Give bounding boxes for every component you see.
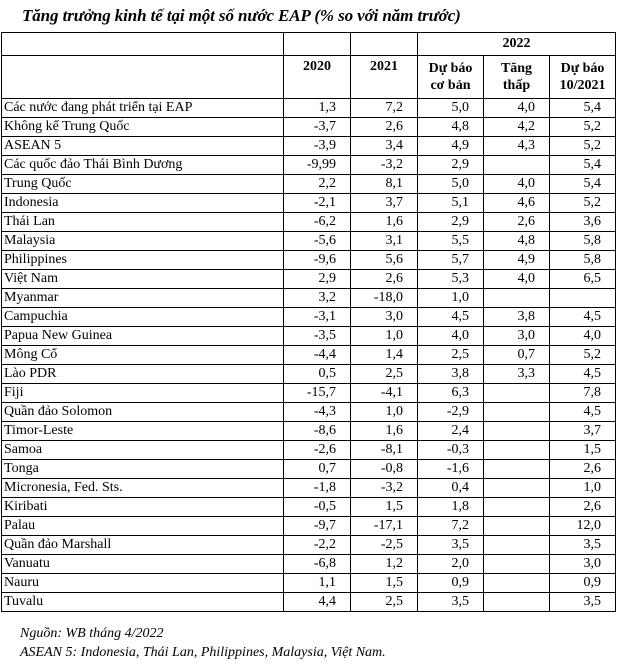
low-scenario-cell <box>484 460 550 479</box>
value-2021-cell: 1,0 <box>351 403 418 422</box>
value-2020-cell: -3,5 <box>284 327 351 346</box>
low-scenario-cell: 0,7 <box>484 346 550 365</box>
low-scenario-cell <box>484 593 550 612</box>
country-cell: Các quốc đảo Thái Bình Dương <box>2 156 284 175</box>
prev-forecast-cell: 4,5 <box>550 308 616 327</box>
prev-forecast-cell <box>550 289 616 308</box>
value-2020-cell: -9,7 <box>284 517 351 536</box>
value-2020-cell: -2,1 <box>284 194 351 213</box>
header-prev-line2: 10/2021 <box>559 78 606 93</box>
prev-forecast-cell: 3,7 <box>550 422 616 441</box>
header-prev-line1: Dự báo <box>560 61 605 76</box>
country-cell: Quần đảo Marshall <box>2 536 284 555</box>
low-scenario-cell: 4,6 <box>484 194 550 213</box>
prev-forecast-cell: 6,5 <box>550 270 616 289</box>
base-forecast-cell: 0,4 <box>418 479 484 498</box>
base-forecast-cell: 3,5 <box>418 593 484 612</box>
low-scenario-cell <box>484 555 550 574</box>
low-scenario-cell <box>484 384 550 403</box>
low-scenario-cell: 4,2 <box>484 118 550 137</box>
header-blank-2021 <box>351 33 418 56</box>
header-low-line2: thấp <box>502 78 531 93</box>
country-cell: Timor-Leste <box>2 422 284 441</box>
growth-table <box>1 32 616 612</box>
table-row <box>2 194 616 213</box>
header-blank <box>2 33 284 56</box>
header-2022: 2022 <box>418 33 616 56</box>
prev-forecast-cell: 1,0 <box>550 479 616 498</box>
value-2020-cell: -2,6 <box>284 441 351 460</box>
prev-forecast-cell: 4,5 <box>550 403 616 422</box>
country-cell: Fiji <box>2 384 284 403</box>
table-row <box>2 156 616 175</box>
value-2021-cell: 1,6 <box>351 213 418 232</box>
prev-forecast-cell: 3,5 <box>550 536 616 555</box>
value-2020-cell: 0,5 <box>284 365 351 384</box>
value-2021-cell: 1,2 <box>351 555 418 574</box>
value-2020-cell: -8,6 <box>284 422 351 441</box>
prev-forecast-cell: 5,4 <box>550 175 616 194</box>
value-2020-cell: -3,9 <box>284 137 351 156</box>
value-2021-cell: 2,5 <box>351 593 418 612</box>
header-country <box>2 56 284 99</box>
value-2021-cell: 2,5 <box>351 365 418 384</box>
value-2020-cell: -9,6 <box>284 251 351 270</box>
value-2021-cell: -4,1 <box>351 384 418 403</box>
value-2020-cell: 2,2 <box>284 175 351 194</box>
country-cell: Kiribati <box>2 498 284 517</box>
header-row-columns <box>2 56 616 99</box>
value-2021-cell: 2,6 <box>351 118 418 137</box>
header-2021: 2021 <box>351 56 418 99</box>
value-2020-cell: -3,1 <box>284 308 351 327</box>
value-2021-cell: -2,5 <box>351 536 418 555</box>
prev-forecast-cell: 5,4 <box>550 156 616 175</box>
table-row <box>2 574 616 593</box>
prev-forecast-cell: 5,2 <box>550 346 616 365</box>
table-row <box>2 479 616 498</box>
base-forecast-cell: 6,3 <box>418 384 484 403</box>
low-scenario-cell <box>484 289 550 308</box>
value-2021-cell: -3,2 <box>351 156 418 175</box>
table-row <box>2 384 616 403</box>
base-forecast-cell: -1,6 <box>418 460 484 479</box>
value-2020-cell: 3,2 <box>284 289 351 308</box>
table-row <box>2 137 616 156</box>
low-scenario-cell: 4,0 <box>484 99 550 118</box>
low-scenario-cell <box>484 536 550 555</box>
base-forecast-cell: 4,0 <box>418 327 484 346</box>
table-row <box>2 365 616 384</box>
country-cell: Indonesia <box>2 194 284 213</box>
asean5-note: ASEAN 5: Indonesia, Thái Lan, Philippines, Malaysia, Việt Nam. <box>20 645 386 660</box>
table-row <box>2 175 616 194</box>
table-row <box>2 270 616 289</box>
base-forecast-cell: 2,5 <box>418 346 484 365</box>
table-title: Tăng trưởng kinh tế tại một số nước EAP (% so với năm trước) <box>22 6 461 25</box>
prev-forecast-cell: 12,0 <box>550 517 616 536</box>
header-low-scenario <box>484 56 550 99</box>
table-row <box>2 289 616 308</box>
base-forecast-cell: 1,0 <box>418 289 484 308</box>
table-row <box>2 327 616 346</box>
low-scenario-cell <box>484 441 550 460</box>
value-2021-cell: 7,2 <box>351 99 418 118</box>
country-cell: Malaysia <box>2 232 284 251</box>
value-2020-cell: -2,2 <box>284 536 351 555</box>
value-2020-cell: -15,7 <box>284 384 351 403</box>
table-row <box>2 593 616 612</box>
source-note: Nguồn: WB tháng 4/2022 <box>20 626 164 641</box>
country-cell: Quần đảo Solomon <box>2 403 284 422</box>
header-prev-forecast <box>550 56 616 99</box>
table-row <box>2 460 616 479</box>
low-scenario-cell: 4,3 <box>484 137 550 156</box>
value-2021-cell: 3,1 <box>351 232 418 251</box>
value-2020-cell: -4,4 <box>284 346 351 365</box>
value-2021-cell: 1,5 <box>351 498 418 517</box>
base-forecast-cell: 5,3 <box>418 270 484 289</box>
prev-forecast-cell: 5,8 <box>550 232 616 251</box>
prev-forecast-cell: 3,6 <box>550 213 616 232</box>
prev-forecast-cell: 2,6 <box>550 498 616 517</box>
low-scenario-cell <box>484 479 550 498</box>
prev-forecast-cell: 4,0 <box>550 327 616 346</box>
country-cell: Myanmar <box>2 289 284 308</box>
country-cell: Mông Cổ <box>2 346 284 365</box>
country-cell: Việt Nam <box>2 270 284 289</box>
prev-forecast-cell: 5,4 <box>550 99 616 118</box>
low-scenario-cell: 4,0 <box>484 175 550 194</box>
table-row <box>2 422 616 441</box>
value-2021-cell: -3,2 <box>351 479 418 498</box>
header-base-forecast <box>418 56 484 99</box>
base-forecast-cell: 5,7 <box>418 251 484 270</box>
base-forecast-cell: 5,5 <box>418 232 484 251</box>
base-forecast-cell: -0,3 <box>418 441 484 460</box>
value-2021-cell: 3,7 <box>351 194 418 213</box>
table-row <box>2 517 616 536</box>
table-row <box>2 232 616 251</box>
base-forecast-cell: 5,0 <box>418 175 484 194</box>
value-2020-cell: -1,8 <box>284 479 351 498</box>
value-2020-cell: -0,5 <box>284 498 351 517</box>
base-forecast-cell: 7,2 <box>418 517 484 536</box>
header-base-line1: Dự báo <box>428 61 473 76</box>
value-2021-cell: 2,6 <box>351 270 418 289</box>
table-row <box>2 403 616 422</box>
value-2020-cell: -3,7 <box>284 118 351 137</box>
prev-forecast-cell: 0,9 <box>550 574 616 593</box>
base-forecast-cell: 5,1 <box>418 194 484 213</box>
country-cell: Tonga <box>2 460 284 479</box>
base-forecast-cell: 4,5 <box>418 308 484 327</box>
country-cell: Không kể Trung Quốc <box>2 118 284 137</box>
prev-forecast-cell: 5,2 <box>550 137 616 156</box>
country-cell: Tuvalu <box>2 593 284 612</box>
country-cell: Samoa <box>2 441 284 460</box>
value-2021-cell: -18,0 <box>351 289 418 308</box>
value-2020-cell: 0,7 <box>284 460 351 479</box>
base-forecast-cell: -2,9 <box>418 403 484 422</box>
prev-forecast-cell: 5,2 <box>550 194 616 213</box>
base-forecast-cell: 0,9 <box>418 574 484 593</box>
value-2020-cell: -5,6 <box>284 232 351 251</box>
prev-forecast-cell: 2,6 <box>550 460 616 479</box>
country-cell: Micronesia, Fed. Sts. <box>2 479 284 498</box>
header-base-line2: cơ bản <box>430 78 471 93</box>
value-2020-cell: 4,4 <box>284 593 351 612</box>
value-2020-cell: 2,9 <box>284 270 351 289</box>
value-2020-cell: 1,3 <box>284 99 351 118</box>
value-2021-cell: 1,4 <box>351 346 418 365</box>
value-2021-cell: -0,8 <box>351 460 418 479</box>
low-scenario-cell: 3,8 <box>484 308 550 327</box>
header-2020: 2020 <box>284 56 351 99</box>
table-row <box>2 213 616 232</box>
country-cell: Các nước đang phát triển tại EAP <box>2 99 284 118</box>
country-cell: ASEAN 5 <box>2 137 284 156</box>
prev-forecast-cell: 5,2 <box>550 118 616 137</box>
prev-forecast-cell: 5,8 <box>550 251 616 270</box>
value-2021-cell: -17,1 <box>351 517 418 536</box>
base-forecast-cell: 3,8 <box>418 365 484 384</box>
prev-forecast-cell: 1,5 <box>550 441 616 460</box>
low-scenario-cell: 4,8 <box>484 232 550 251</box>
table-row <box>2 555 616 574</box>
base-forecast-cell: 2,4 <box>418 422 484 441</box>
low-scenario-cell: 3,3 <box>484 365 550 384</box>
value-2020-cell: 1,1 <box>284 574 351 593</box>
country-cell: Philippines <box>2 251 284 270</box>
base-forecast-cell: 2,9 <box>418 213 484 232</box>
value-2020-cell: -6,2 <box>284 213 351 232</box>
table-row <box>2 498 616 517</box>
table-row <box>2 441 616 460</box>
base-forecast-cell: 5,0 <box>418 99 484 118</box>
base-forecast-cell: 2,0 <box>418 555 484 574</box>
prev-forecast-cell: 3,5 <box>550 593 616 612</box>
country-cell: Trung Quốc <box>2 175 284 194</box>
base-forecast-cell: 1,8 <box>418 498 484 517</box>
table-row <box>2 308 616 327</box>
table-row <box>2 536 616 555</box>
value-2021-cell: -8,1 <box>351 441 418 460</box>
low-scenario-cell: 3,0 <box>484 327 550 346</box>
value-2021-cell: 3,0 <box>351 308 418 327</box>
value-2021-cell: 3,4 <box>351 137 418 156</box>
value-2020-cell: -9,99 <box>284 156 351 175</box>
base-forecast-cell: 4,8 <box>418 118 484 137</box>
value-2021-cell: 1,5 <box>351 574 418 593</box>
country-cell: Lào PDR <box>2 365 284 384</box>
country-cell: Thái Lan <box>2 213 284 232</box>
table-row <box>2 118 616 137</box>
base-forecast-cell: 3,5 <box>418 536 484 555</box>
base-forecast-cell: 4,9 <box>418 137 484 156</box>
low-scenario-cell: 2,6 <box>484 213 550 232</box>
low-scenario-cell <box>484 422 550 441</box>
low-scenario-cell: 4,0 <box>484 270 550 289</box>
header-row-group <box>2 33 616 56</box>
value-2020-cell: -6,8 <box>284 555 351 574</box>
value-2021-cell: 1,6 <box>351 422 418 441</box>
country-cell: Vanuatu <box>2 555 284 574</box>
low-scenario-cell <box>484 517 550 536</box>
table-notes <box>20 624 386 662</box>
header-blank-2020 <box>284 33 351 56</box>
value-2020-cell: -4,3 <box>284 403 351 422</box>
country-cell: Palau <box>2 517 284 536</box>
table-body <box>2 99 616 612</box>
low-scenario-cell: 4,9 <box>484 251 550 270</box>
low-scenario-cell <box>484 574 550 593</box>
country-cell: Nauru <box>2 574 284 593</box>
header-low-line1: Tăng <box>500 61 533 76</box>
prev-forecast-cell: 4,5 <box>550 365 616 384</box>
base-forecast-cell: 2,9 <box>418 156 484 175</box>
prev-forecast-cell: 7,8 <box>550 384 616 403</box>
country-cell: Papua New Guinea <box>2 327 284 346</box>
value-2021-cell: 1,0 <box>351 327 418 346</box>
low-scenario-cell <box>484 403 550 422</box>
table-row <box>2 251 616 270</box>
low-scenario-cell <box>484 498 550 517</box>
value-2021-cell: 5,6 <box>351 251 418 270</box>
low-scenario-cell <box>484 156 550 175</box>
table-row <box>2 99 616 118</box>
table-row <box>2 346 616 365</box>
country-cell: Campuchia <box>2 308 284 327</box>
prev-forecast-cell: 3,0 <box>550 555 616 574</box>
value-2021-cell: 8,1 <box>351 175 418 194</box>
